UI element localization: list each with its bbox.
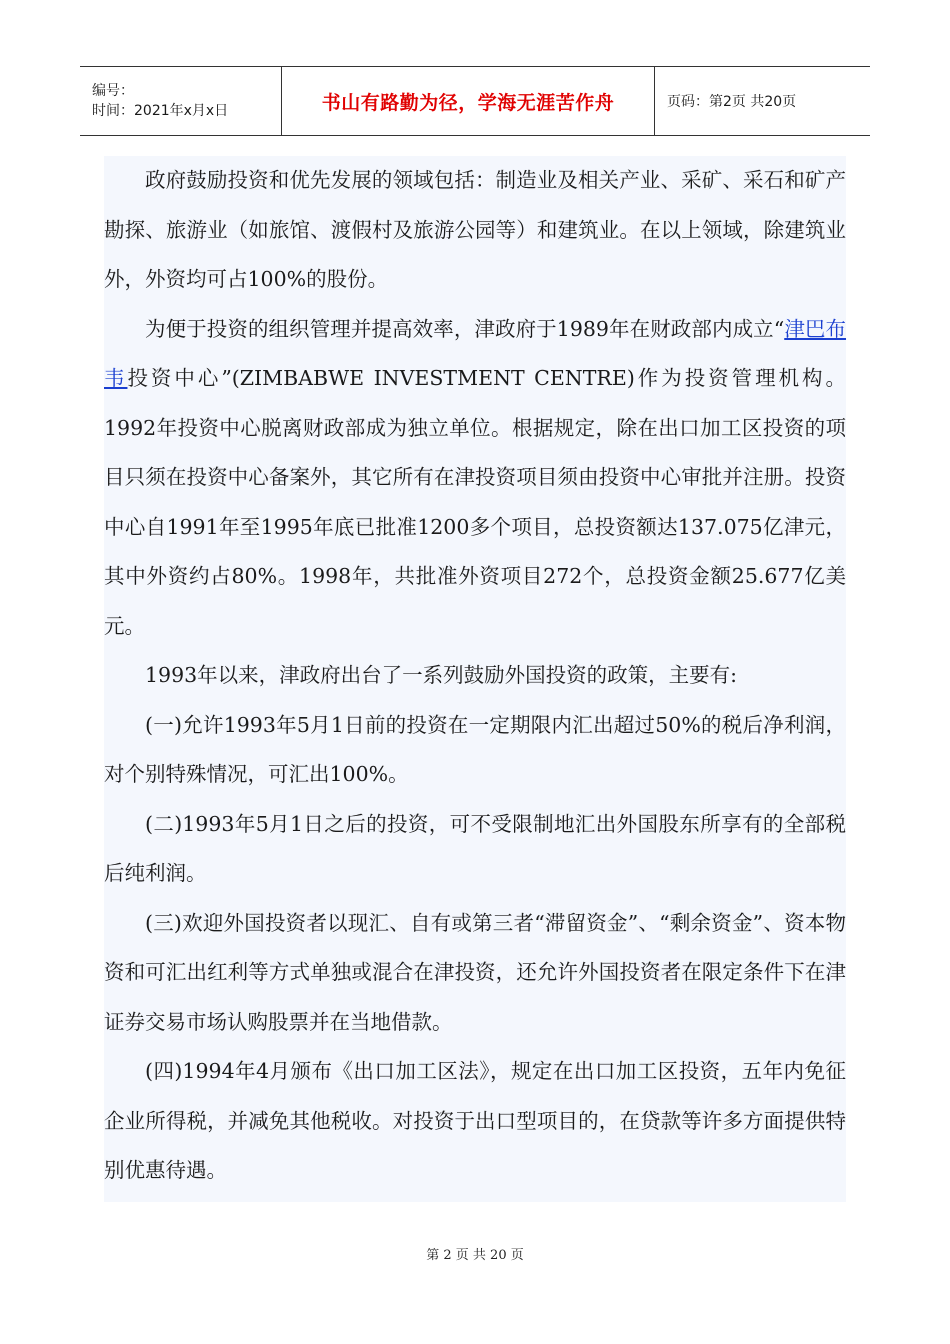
paragraph-investment-centre bbox=[104, 305, 846, 652]
paragraph-policy-1: (一)允许1993年5月1日前的投资在一定期限内汇出超过50%的税后净利润，对个别特殊情况，可汇出100%。 bbox=[104, 712, 846, 786]
paragraph-policy-4: (四)1994年4月颁布《出口加工区法》，规定在出口加工区投资，五年内免征企业所得税，并减免其他税收。对投资于出口型项目的，在贷款等许多方面提供特别优惠待遇。 bbox=[104, 1059, 846, 1182]
header-motto-cell bbox=[282, 67, 655, 135]
paragraph-text: 为便于投资的组织管理并提高效率，津政府于1989年在财政部内成立“ bbox=[145, 316, 785, 341]
paragraph-encouraged-fields: 政府鼓励投资和优先发展的领域包括：制造业及相关产业、采矿、采石和矿产勘探、旅游业（如旅馆、渡假村及旅游公园等）和建筑业。在以上领域，除建筑业外，外资均可占100%的股份。 bbox=[104, 168, 846, 291]
page-footer bbox=[0, 1244, 950, 1263]
paragraph-text: 投资中心”(ZIMBABWE INVESTMENT CENTRE)作为投资管理机构。1992年投资中心脱离财政部成为独立单位。根据规定，除在出口加工区投资的项目只须在投资中心备案外，其它所有在津投资项目须由投资中心审批并注册。投资中心自1991年至1995年底已批准1200多个项目，总投资额达137.075亿津元，其中外资约占80%。1998年，共批准外资项目272个，总投资金额25.677亿美元。 bbox=[104, 366, 846, 638]
zimbabwe-link[interactable]: 津巴布韦 bbox=[104, 316, 847, 390]
header-meta bbox=[80, 67, 282, 135]
paragraph-policy-3: (三)欢迎外国投资者以现汇、自有或第三者“滞留资金”、“剩余资金”、资本物资和可汇出红利等方式单独或混合在津投资，还允许外国投资者在限定条件下在津证券交易市场认购股票并在当地借款。 bbox=[104, 910, 846, 1034]
document-number-label: 编号： bbox=[92, 83, 134, 99]
paragraph-policy-intro: 1993年以来，津政府出台了一系列鼓励外国投资的政策，主要有: bbox=[145, 663, 738, 687]
document-date-label: 时间：2021年x月x日 bbox=[92, 103, 229, 119]
header-page-cell bbox=[655, 67, 870, 135]
footer-page-number: 第 2 页 共 20 页 bbox=[426, 1248, 524, 1263]
document-body bbox=[104, 156, 846, 1202]
header-motto: 书山有路勤为径，学海无涯苦作舟 bbox=[321, 91, 615, 114]
header-page-label: 页码：第2页 共20页 bbox=[667, 94, 797, 110]
paragraph-policy-2: (二)1993年5月1日之后的投资，可不受限制地汇出外国股东所享有的全部税后纯利润。 bbox=[104, 811, 846, 885]
page-header bbox=[80, 66, 870, 136]
